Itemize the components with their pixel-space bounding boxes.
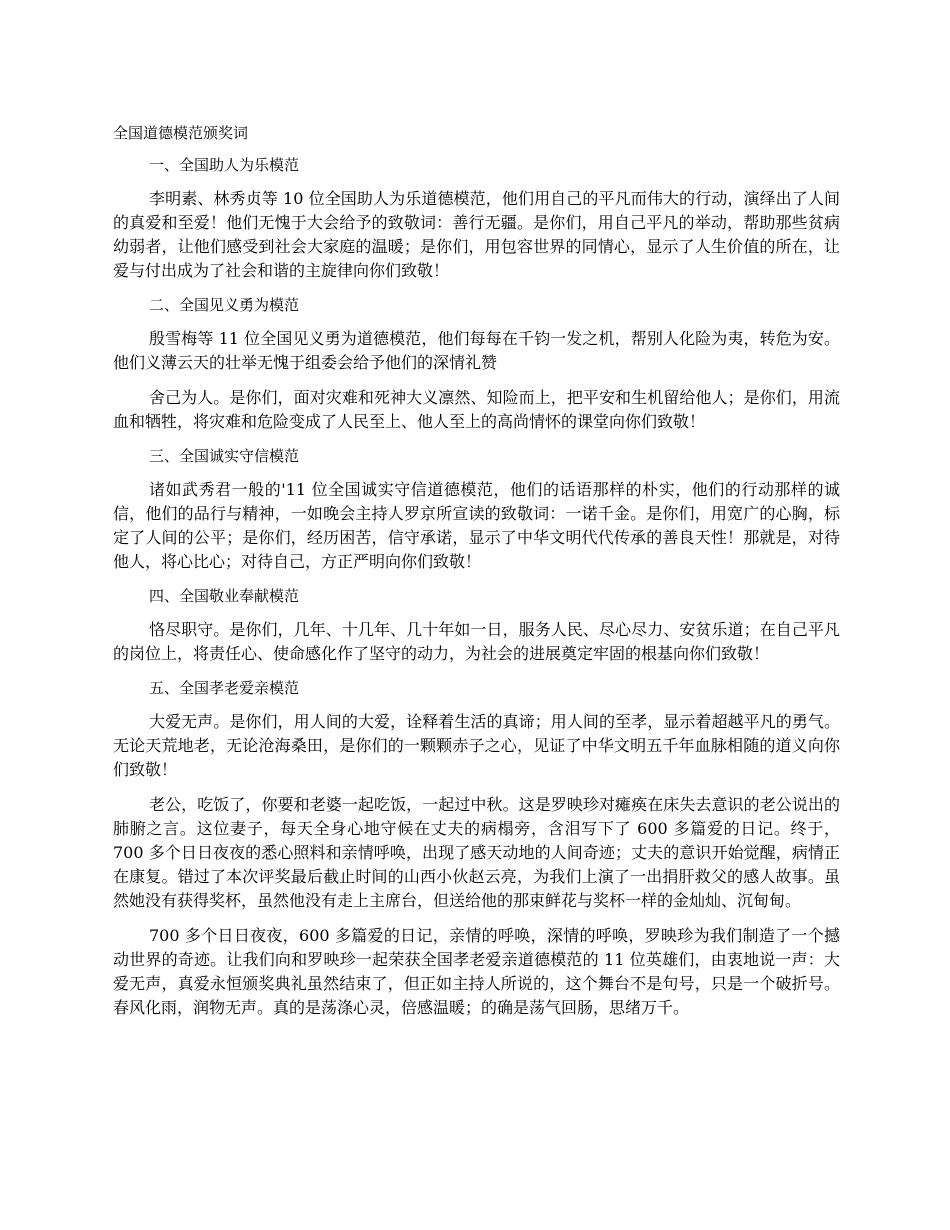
section-heading-1: 一、全国助人为乐模范 [149,156,300,174]
paragraph: 李明素、林秀贞等 10 位全国助人为乐道德模范，他们用自己的平凡而伟大的行动，演绎出了人间的真爱和至爱！他们无愧于大会给予的致敬词：善行无疆。是你们，用自己平凡的举动，帮助那些贫病幼弱者，让他们感受到社会大家庭的温暖；是你们，用包容世界的同情心，显示了人生价值的所在，让爱与付出成为了社会和谐的主旋律向你们致敬！ [113,189,840,280]
paragraph: 大爱无声。是你们，用人间的大爱，诠释着生活的真谛；用人间的至孝，显示着超越平凡的勇气。无论天荒地老，无论沧海桑田，是你们的一颗颗赤子之心，见证了中华文明五千年血脉相随的道义向你们致敬！ [113,712,840,779]
section-heading-3: 三、全国诚实守信模范 [149,447,300,465]
paragraph: 恪尽职守。是你们，几年、十几年、几十年如一日，服务人民、尽心尽力、安贫乐道；在自己平凡的岗位上，将责任心、使命感化作了坚守的动力，为社会的进展奠定牢固的根基向你们致敬！ [113,620,840,663]
section-heading-2: 二、全国见义勇为模范 [149,296,300,314]
paragraph: 老公，吃饭了，你要和老婆一起吃饭，一起过中秋。这是罗映珍对瘫痪在床失去意识的老公说出的肺腑之言。这位妻子，每天全身心地守候在丈夫的病榻旁，含泪写下了 600 多篇爱的日记。终于，700 多个日日夜夜的悉心照料和亲情呼唤，出现了感天动地的人间奇迹；丈夫的意识开始觉醒，病情正在康复。错过了本次评奖最后截止时间的山西小伙赵云亮，为我们上演了一出捐肝救父的感人故事。虽然她没有获得奖杯，虽然他没有走上主席台，但送给他的那束鲜花与奖杯一样的金灿灿、沉甸甸。 [113,795,840,910]
section-heading-4: 四、全国敬业奉献模范 [149,587,300,605]
document-title: 全国道德模范颁奖词 [113,124,249,142]
document-body [113,122,840,1031]
paragraph: 诸如武秀君一般的'11 位全国诚实守信道德模范，他们的话语那样的朴实，他们的行动那样的诚信，他们的品行与精神，一如晚会主持人罗京所宣读的致敬词：一诺千金。是你们，用宽广的心胸，标定了人间的公平；是你们，经历困苦，信守承诺，显示了中华文明代代传承的善良天性！那就是，对待他人，将心比心；对待自己，方正严明向你们致敬！ [113,480,840,571]
paragraph: 舍己为人。是你们，面对灾难和死神大义凛然、知险而上，把平安和生机留给他人；是你们，用流血和牺牲，将灾难和危险变成了人民至上、他人至上的高尚情怀的课堂向你们致敬！ [113,388,840,431]
paragraph: 殷雪梅等 11 位全国见义勇为道德模范，他们每每在千钧一发之机，帮别人化险为夷，转危为安。他们义薄云天的壮举无愧于组委会给予他们的深情礼赞 [113,329,840,372]
paragraph: 700 多个日日夜夜，600 多篇爱的日记，亲情的呼唤，深情的呼唤，罗映珍为我们制造了一个撼动世界的奇迹。让我们向和罗映珍一起荣获全国孝老爱亲道德模范的 11 位英雄们，由衷地说一声：大爱无声，真爱永恒颁奖典礼虽然结束了，但正如主持人所说的，这个舞台不是句号，只是一个破折号。春风化雨，润物无声。真的是荡涤心灵，倍感温暖；的确是荡气回肠，思绪万千。 [113,926,840,1017]
section-heading-5: 五、全国孝老爱亲模范 [149,679,300,697]
